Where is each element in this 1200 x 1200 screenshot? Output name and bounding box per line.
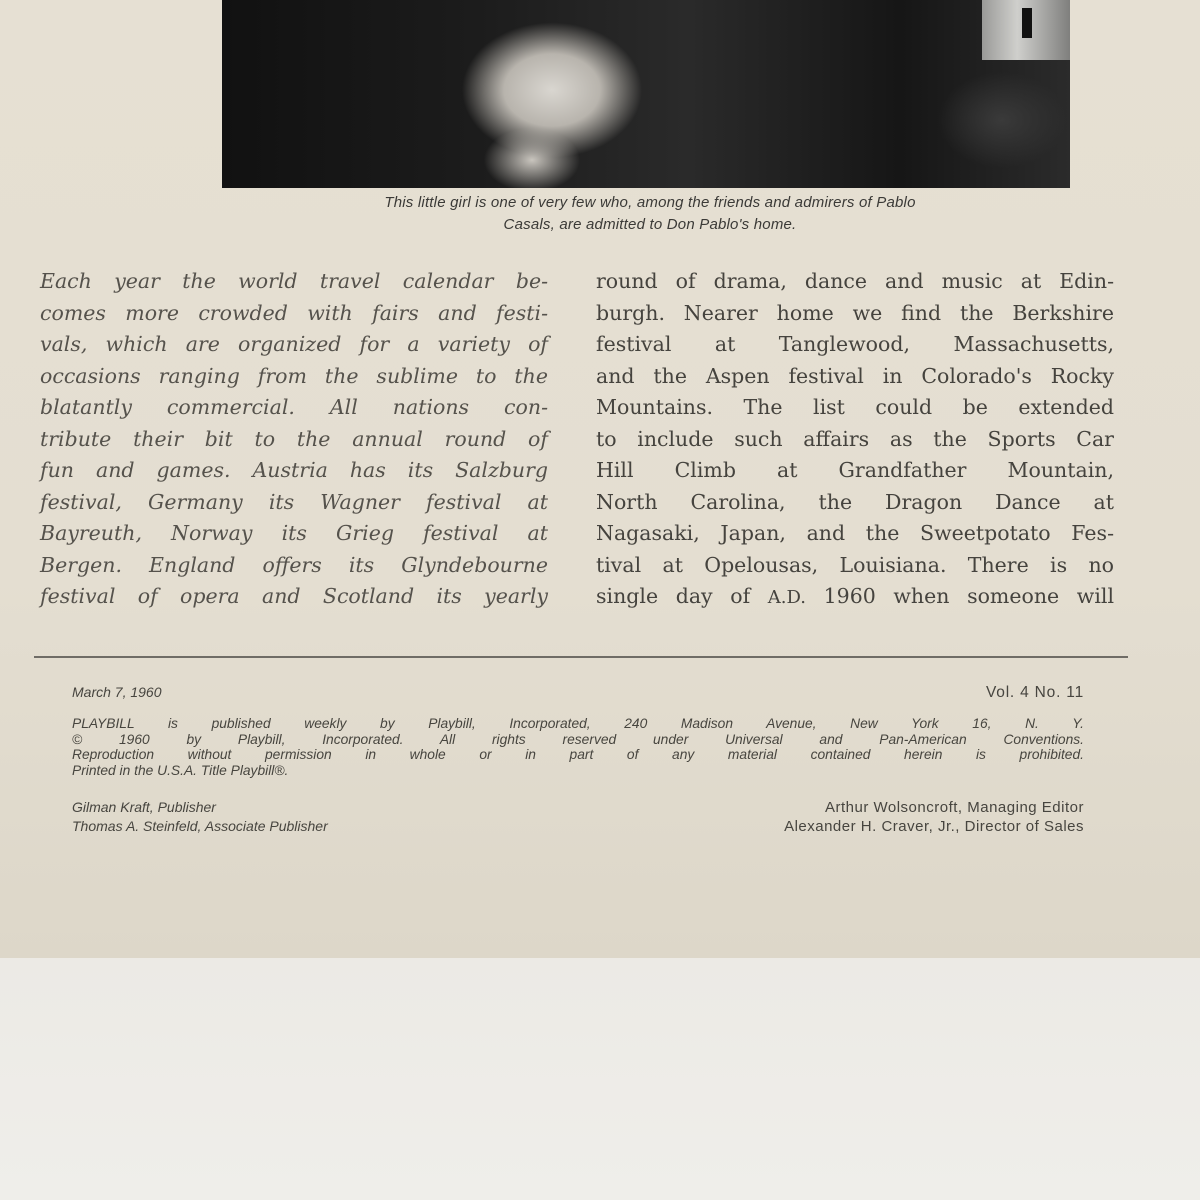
article-line: tival at Opelousas, Louisiana. There is no	[596, 552, 1114, 577]
article-line: blatantly commercial. All nations con-	[40, 395, 548, 419]
imprint-line: © 1960 by Playbill, Incorporated. All rights reserved under Universal and Pan-American Conventions.	[72, 731, 1084, 747]
staff-right	[784, 798, 1084, 836]
staff-credits	[72, 798, 1084, 838]
article-line: occasions ranging from the sublime to the	[40, 363, 548, 388]
article-column-right	[596, 266, 1114, 614]
staff-left	[72, 798, 328, 836]
imprint-line: PLAYBILL is published weekly by Playbill, Incorporated, 240 Madison Avenue, New York 16, N. Y.	[72, 716, 1084, 731]
caption-line: This little girl is one of very few who, among the friends and admirers of Pablo	[384, 194, 916, 211]
era-abbreviation: A.D.	[767, 587, 806, 608]
article-line: comes more crowded with fairs and festi-	[40, 300, 548, 325]
colophon	[72, 684, 1084, 838]
article-line: fun and games. Austria has its Salzburg	[40, 458, 548, 482]
article-line: Each year the world travel calendar be-	[40, 269, 548, 293]
issue-info-row	[72, 684, 1084, 708]
staff-credit: Alexander H. Craver, Jr., Director of Sales	[784, 818, 1084, 835]
staff-credit: Gilman Kraft, Publisher	[72, 799, 216, 815]
article-line: tribute their bit to the annual round of	[40, 426, 548, 451]
article-text: 1960 when someone will	[806, 584, 1114, 608]
imprint-notice	[72, 716, 1084, 778]
article-line: vals, which are organized for a variety of	[40, 332, 548, 356]
article-line: Nagasaki, Japan, and the Sweetpotato Fes-	[596, 521, 1114, 545]
article-line: North Carolina, the Dragon Dance at	[596, 489, 1114, 514]
issue-volume: Vol. 4 No. 11	[985, 684, 1084, 701]
issue-date: March 7, 1960	[72, 684, 162, 700]
staff-credit: Thomas A. Steinfeld, Associate Publisher	[72, 818, 328, 834]
imprint-line: Printed in the U.S.A. Title Playbill®.	[72, 762, 289, 778]
caption-line: Casals, are admitted to Don Pablo's home.	[503, 216, 797, 233]
article-line: Hill Climb at Grandfather Mountain,	[596, 458, 1114, 482]
article-line: to include such affairs as the Sports Car	[596, 426, 1114, 451]
article-line: Mountains. The list could be extended	[596, 395, 1114, 419]
article-line: burgh. Nearer home we find the Berkshire	[596, 300, 1114, 325]
article-column-left	[40, 266, 548, 613]
article-line: Bergen. England offers its Glyndebourne	[40, 552, 548, 577]
background-surface	[0, 958, 1200, 1200]
article-line: Bayreuth, Norway its Grieg festival at	[40, 521, 548, 545]
photograph	[222, 0, 1070, 188]
photo-caption	[212, 192, 1088, 236]
article-line	[596, 581, 1114, 614]
article-line: festival of opera and Scotland its yearly	[40, 584, 548, 608]
staff-credit: Arthur Wolsoncroft, Managing Editor	[824, 799, 1084, 816]
photo-door-detail	[1022, 8, 1032, 38]
imprint-line: Reproduction without permission in whole or in part of any material contained herein is prohibited.	[72, 747, 1084, 762]
article-line: and the Aspen festival in Colorado's Rocky	[596, 363, 1114, 388]
article-line: festival at Tanglewood, Massachusetts,	[596, 332, 1114, 356]
article-line: round of drama, dance and music at Edin-	[596, 269, 1114, 293]
section-divider	[34, 656, 1128, 658]
article-line: festival, Germany its Wagner festival at	[40, 489, 548, 514]
article-text: single day of	[596, 584, 768, 608]
